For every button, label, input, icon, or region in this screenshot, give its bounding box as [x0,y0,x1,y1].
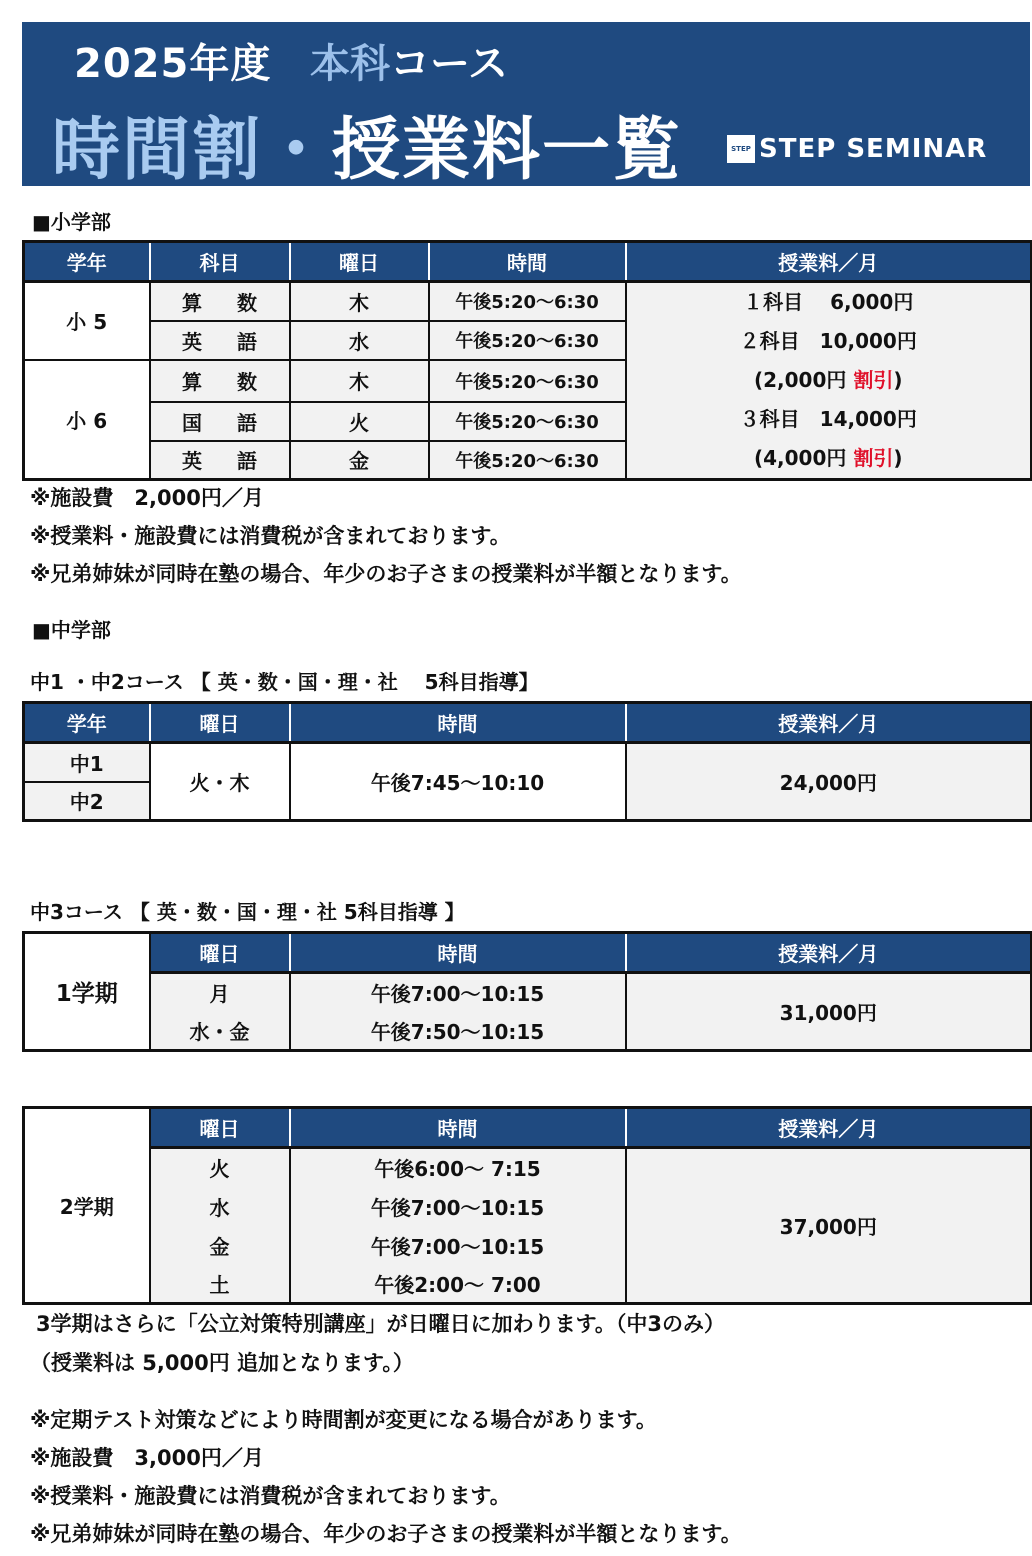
grade-cell: 中1 [24,743,150,782]
junior-note: ※兄弟姉妹が同時在塾の場合、年少のお子さまの授業料が半額となります。 [30,1522,742,1546]
title-part2: 授業料一覧 [332,111,683,190]
col-time: 時間 [429,242,626,282]
term1-table [22,931,1032,1052]
term3-note: 3学期はさらに「公立対策特別講座」が日曜日に加わります。（中3のみ） [36,1312,726,1336]
day-cell: 木 [290,360,429,402]
col-fee: 授業料／月 [626,703,1032,743]
subject-cell: 算 数 [150,282,290,321]
subject-cell: 英 語 [150,441,290,480]
col-subject: 科目 [150,242,290,282]
page-title [52,96,682,193]
time-cell: 午後7:45～10:10 [290,743,626,821]
step-seminar-logo [727,134,987,164]
logo-mark-icon [727,135,755,163]
day-cell: 土 [150,1265,290,1304]
col-fee: 授業料／月 [626,242,1032,282]
subject-cell: 英 語 [150,321,290,360]
time-cell: 午後6:00～ 7:15 [290,1148,626,1187]
time-cell: 午後5:20～6:30 [429,321,626,360]
day-cell: 金 [290,441,429,480]
elementary-note: ※授業料・施設費には消費税が含まれております。 [30,524,511,548]
fee-two-subjects: ２科目 10,000円 [739,329,917,353]
fee-one-subject: １科目 6,000円 [743,290,914,314]
table-row [24,743,1032,782]
day-cell: 金 [150,1226,290,1265]
table-row [24,973,1032,1012]
day-cell: 火・木 [150,743,290,821]
logo-mark-text: STEP [731,145,751,153]
day-cell: 水・金 [150,1012,290,1051]
junior-note: ※授業料・施設費には消費税が含まれております。 [30,1484,511,1508]
junior-note: ※施設費 3,000円／月 [30,1446,264,1470]
col-grade: 学年 [24,703,150,743]
fee-cell: 24,000円 [626,743,1032,821]
course-part1: 本科 [310,41,390,87]
day-cell: 火 [290,402,429,441]
elementary-note: ※施設費 2,000円／月 [30,486,264,510]
time-cell: 午後7:50～10:15 [290,1012,626,1051]
elementary-note: ※兄弟姉妹が同時在塾の場合、年少のお子さまの授業料が半額となります。 [30,562,742,586]
course12-header-row [24,703,1032,743]
term2-label: 2学期 [24,1108,150,1304]
time-cell: 午後7:00～10:15 [290,1226,626,1265]
fee-cell: 31,000円 [626,973,1032,1051]
col-fee: 授業料／月 [626,933,1032,973]
fee-discount-1 [627,361,1031,400]
course12-table [22,701,1032,822]
discount-2-amount: (4,000円 [753,446,854,470]
term2-header-row [24,1108,1032,1148]
term1-label: 1学期 [24,933,150,1051]
col-time: 時間 [290,703,626,743]
col-day: 曜日 [290,242,429,282]
junior-heading: ■中学部 [32,618,111,642]
elementary-table [22,240,1032,481]
day-cell: 水 [290,321,429,360]
discount-1-close: ) [893,368,903,392]
course3-title: 中3コース 【 英・数・国・理・社 5科目指導 】 [30,900,465,924]
day-cell: 火 [150,1148,290,1187]
course-part2: コース [390,41,508,87]
course12-title: 中1 ・中2コース 【 英・数・国・理・社 5科目指導】 [30,670,539,694]
header-banner [22,22,1030,190]
subject-cell: 算 数 [150,360,290,402]
term3-fee-note: （授業料は 5,000円 追加となります。） [30,1351,414,1375]
elementary-heading: ■小学部 [32,210,111,234]
subject-cell: 国 語 [150,402,290,441]
time-cell: 午後5:20～6:30 [429,402,626,441]
grade-cell: 小 5 [24,282,150,360]
col-day: 曜日 [150,1108,290,1148]
fee-discount-2 [627,439,1031,478]
col-fee: 授業料／月 [626,1108,1032,1148]
table-row [24,1148,1032,1187]
col-grade: 学年 [24,242,150,282]
discount-2-label: 割引 [853,446,894,470]
year-label: 2025年度 [74,41,272,87]
time-cell: 午後5:20～6:30 [429,441,626,480]
day-cell: 水 [150,1187,290,1226]
term2-table [22,1106,1032,1305]
discount-1-label: 割引 [853,368,894,392]
fee-three-subjects: ３科目 14,000円 [739,407,917,431]
col-time: 時間 [290,933,626,973]
elementary-header-row [24,242,1032,282]
course-label [310,32,508,89]
time-cell: 午後5:20～6:30 [429,360,626,402]
col-day: 曜日 [150,703,290,743]
fee-cell [626,282,1032,480]
time-cell: 午後5:20～6:30 [429,282,626,321]
col-day: 曜日 [150,933,290,973]
table-row [24,282,1032,321]
discount-1-amount: (2,000円 [753,368,854,392]
grade-cell: 小 6 [24,360,150,480]
junior-note: ※定期テスト対策などにより時間割が変更になる場合があります。 [30,1408,657,1432]
time-cell: 午後7:00～10:15 [290,1187,626,1226]
time-cell: 午後2:00～ 7:00 [290,1265,626,1304]
time-cell: 午後7:00～10:15 [290,973,626,1012]
grade-cell: 中2 [24,782,150,821]
logo-text: STEP SEMINAR [759,134,988,164]
day-cell: 木 [290,282,429,321]
col-time: 時間 [290,1108,626,1148]
term1-header-row [24,933,1032,973]
title-part1: 時間割・ [52,111,333,190]
discount-2-close: ) [893,446,903,470]
fee-cell: 37,000円 [626,1148,1032,1304]
day-cell: 月 [150,973,290,1012]
